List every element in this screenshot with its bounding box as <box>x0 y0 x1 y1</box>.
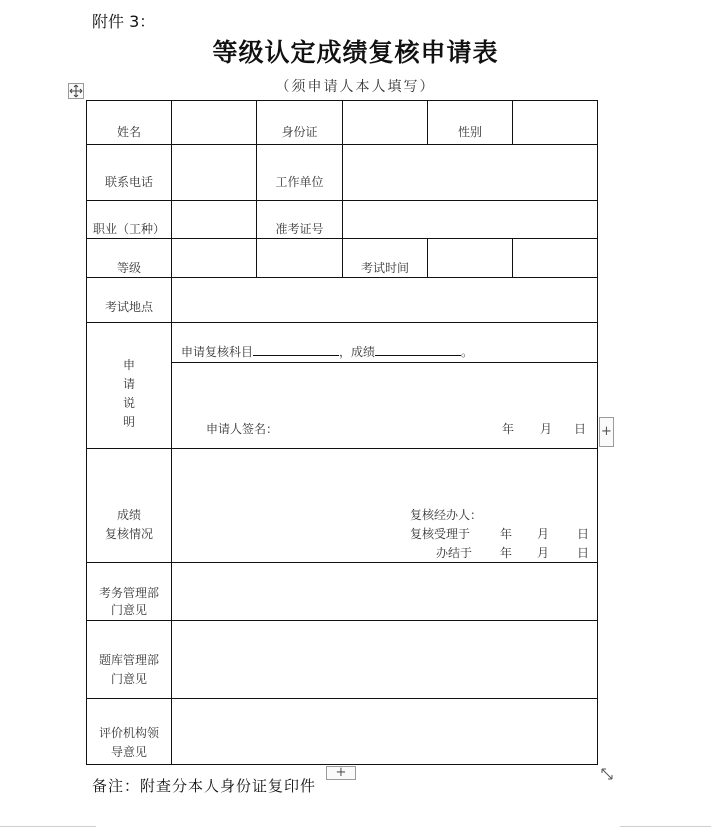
cell-eval-org-label <box>86 698 171 765</box>
subtitle: （须申请人本人填写） <box>275 79 436 95</box>
cell-bank-dept-label <box>86 620 171 698</box>
page-divider-right <box>620 826 711 827</box>
subject-prefix: 申请复核科目 <box>181 345 254 359</box>
signature-month: 月 <box>540 422 553 436</box>
exam-place-field[interactable] <box>171 277 598 322</box>
exam-time-label: 考试时间 <box>360 261 409 275</box>
annex-label: 附件 3： <box>92 12 156 31</box>
signature-year: 年 <box>502 422 515 436</box>
bank-dept-label-line2: 门意见 <box>110 672 147 686</box>
exam-time-field-2[interactable] <box>512 238 598 277</box>
phone-field[interactable] <box>171 144 256 200</box>
add-row-icon[interactable]: + <box>326 766 356 780</box>
gender-label: 性别 <box>457 125 482 139</box>
accepted-year: 年 <box>500 527 513 541</box>
cell-exam-time-label <box>342 238 427 277</box>
bank-dept-opinion-field[interactable] <box>171 620 598 698</box>
accepted-label: 复核受理于 <box>410 527 471 541</box>
eval-org-label-line1: 评价机构领 <box>98 726 159 740</box>
cell-occupation-label <box>86 200 171 238</box>
apply-char-1: 申 <box>122 358 135 372</box>
occupation-label: 职业（工种） <box>92 222 165 236</box>
name-field[interactable] <box>171 100 256 144</box>
apply-char-4: 明 <box>122 415 135 429</box>
page-title: 等级认定成绩复核申请表 <box>212 38 499 67</box>
review-field[interactable] <box>171 448 598 562</box>
exam-dept-label-line1: 考务管理部 <box>98 586 159 600</box>
score-underline[interactable] <box>375 343 461 356</box>
employer-label: 工作单位 <box>275 175 324 189</box>
level-label: 等级 <box>116 261 141 275</box>
review-label-line1: 成绩 <box>116 508 141 522</box>
eval-org-opinion-field[interactable] <box>171 698 598 765</box>
eval-org-label-line2: 导意见 <box>110 745 147 759</box>
exam-dept-label-line2: 门意见 <box>110 603 147 617</box>
application-statement-field[interactable] <box>171 362 598 448</box>
name-label: 姓名 <box>116 125 141 139</box>
accepted-month: 月 <box>537 527 550 541</box>
id-label: 身份证 <box>281 125 318 139</box>
completed-month: 月 <box>537 546 550 560</box>
cell-ticket-label <box>256 200 342 238</box>
resize-icon[interactable] <box>599 766 615 782</box>
cell-level-label <box>86 238 171 277</box>
subject-underline[interactable] <box>253 343 339 356</box>
cell-employer-label <box>256 144 342 200</box>
completed-day: 日 <box>577 546 590 560</box>
cell-phone-label <box>86 144 171 200</box>
ticket-field[interactable] <box>342 200 598 238</box>
occupation-field[interactable] <box>171 200 256 238</box>
level-field[interactable] <box>171 238 256 277</box>
gender-field[interactable] <box>512 100 598 144</box>
exam-dept-opinion-field[interactable] <box>171 562 598 620</box>
apply-char-3: 说 <box>122 396 135 410</box>
cell-review-label <box>86 448 171 562</box>
bank-dept-label-line1: 题库管理部 <box>98 653 159 667</box>
exam-time-field[interactable] <box>427 238 512 277</box>
cell-gender-label <box>427 100 512 144</box>
cell-id-label <box>256 100 342 144</box>
apply-char-2: 请 <box>122 377 135 391</box>
cell-apply-label <box>86 322 171 448</box>
page-divider-left <box>0 826 96 827</box>
ticket-label: 准考证号 <box>275 222 324 236</box>
score-suffix: 。 <box>461 345 474 359</box>
cell-name-label <box>86 100 171 144</box>
apply-label <box>87 356 171 432</box>
employer-field[interactable] <box>342 144 598 200</box>
add-column-icon[interactable]: + <box>599 417 614 447</box>
cell-exam-place-label <box>86 277 171 322</box>
completed-label: 办结于 <box>436 546 473 560</box>
level-field-2[interactable] <box>256 238 342 277</box>
handler-label: 复核经办人： <box>410 508 483 522</box>
score-prefix: ，成绩 <box>339 345 376 359</box>
review-label-line2: 复核情况 <box>104 527 153 541</box>
signature-label: 申请人签名： <box>206 422 279 436</box>
exam-place-label: 考试地点 <box>104 300 153 314</box>
phone-label: 联系电话 <box>104 175 153 189</box>
signature-day: 日 <box>574 422 587 436</box>
subject-score-line[interactable] <box>171 322 598 362</box>
cell-exam-dept-label <box>86 562 171 620</box>
move-icon[interactable] <box>68 83 84 99</box>
accepted-day: 日 <box>577 527 590 541</box>
subject-score-text <box>181 343 473 360</box>
footer-note: 备注：附查分本人身份证复印件 <box>92 777 317 795</box>
completed-year: 年 <box>500 546 513 560</box>
id-field[interactable] <box>342 100 427 144</box>
